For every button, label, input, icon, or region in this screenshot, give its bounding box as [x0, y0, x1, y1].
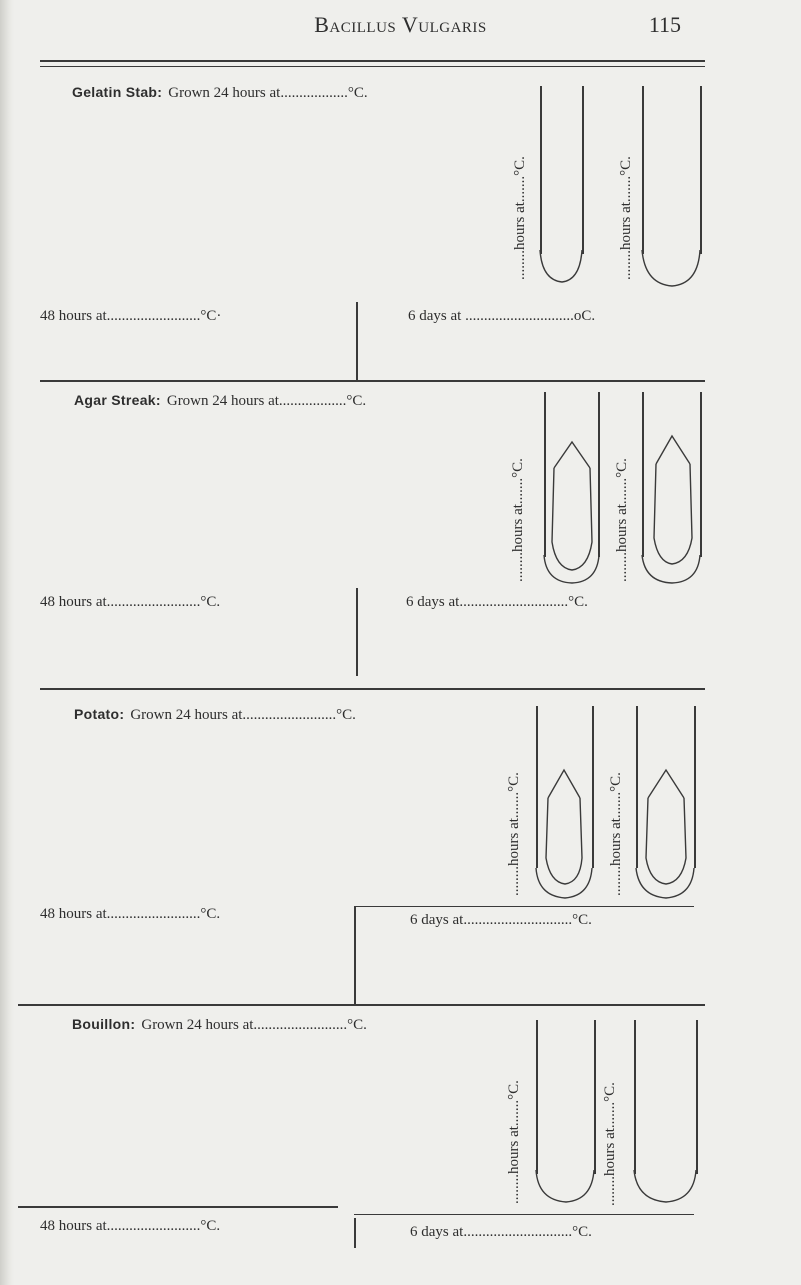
section-bottom-rule — [18, 1004, 705, 1006]
label-48-hours: 48 hours at.........................°C. — [40, 906, 221, 922]
grown-24-label: Grown 24 hours at..................°C. — [166, 393, 367, 409]
tube-2-bottom — [634, 1170, 698, 1206]
section-bottom-rule — [40, 380, 705, 382]
column-divider — [354, 1218, 356, 1248]
section-header — [72, 84, 368, 102]
tube-2-left-wall — [642, 86, 644, 254]
tube-2-left-wall — [634, 1020, 636, 1174]
section-bottom-rule — [40, 688, 705, 690]
tube-label-1: ........hours at.......°C. — [506, 772, 522, 896]
page-edge-shadow — [0, 0, 14, 1285]
tube-2-right-wall — [696, 1020, 698, 1174]
tube-label-2: ........hours at.......°C. — [614, 458, 630, 582]
tube-1-bottom — [544, 420, 600, 585]
tube-1-bottom — [536, 760, 594, 900]
tube-1-right-wall — [594, 1020, 596, 1174]
tube-1-left-wall — [536, 1020, 538, 1174]
tube-1-bottom — [540, 250, 584, 290]
tube-2-bottom — [642, 420, 702, 585]
bottom-left-rule — [18, 1206, 338, 1208]
label-6-days: 6 days at .............................oC. — [408, 308, 596, 324]
tube-1-right-wall — [582, 86, 584, 254]
section-title: Agar Streak: — [74, 392, 161, 408]
tube-2-bottom — [636, 760, 696, 900]
section-header — [74, 392, 366, 410]
section-title: Gelatin Stab: — [72, 84, 163, 100]
tube-label-2: ........hours at.......°C. — [602, 1082, 618, 1206]
grown-24-label: Grown 24 hours at.........................°C. — [130, 707, 356, 723]
section-header — [72, 1016, 367, 1034]
tube-2-bottom — [642, 250, 702, 292]
label-48-hours: 48 hours at.........................°C. — [40, 1218, 221, 1234]
top-rule-thin — [40, 66, 705, 67]
grown-24-label: Grown 24 hours at..................°C. — [168, 85, 368, 101]
label-48-hours: 48 hours at.........................°C. — [40, 594, 221, 610]
tube-label-2: ........hours at.......°C. — [618, 156, 634, 280]
running-head — [0, 12, 801, 42]
tube-label-2: ........hours at.......°C. — [608, 772, 624, 896]
tube-1-bottom — [536, 1170, 596, 1206]
tube-2-right-wall — [700, 86, 702, 254]
page-number: 115 — [648, 12, 681, 37]
label-48-hours: 48 hours at.........................°C· — [40, 308, 222, 324]
tube-label-1: ........hours at.......°C. — [510, 458, 526, 582]
section-title: Bouillon: — [72, 1016, 136, 1032]
tube-label-1: ........hours at.......°C. — [512, 156, 528, 280]
column-divider — [354, 906, 356, 1004]
section-header — [74, 706, 356, 724]
running-title: Bacillus Vulgaris — [314, 12, 487, 37]
label-6-days: 6 days at.............................°C. — [410, 912, 592, 928]
tube-1-left-wall — [540, 86, 542, 254]
tube-label-1: ........hours at.......°C. — [506, 1080, 522, 1204]
column-divider — [356, 302, 358, 380]
six-days-rule — [354, 1214, 694, 1215]
grown-24-label: Grown 24 hours at.........................°C. — [141, 1017, 367, 1033]
top-rule — [40, 60, 705, 62]
six-days-rule — [354, 906, 694, 907]
column-divider — [356, 588, 358, 676]
label-6-days: 6 days at.............................°C. — [406, 594, 588, 610]
section-title: Potato: — [74, 706, 125, 722]
label-6-days: 6 days at.............................°C. — [410, 1224, 592, 1240]
